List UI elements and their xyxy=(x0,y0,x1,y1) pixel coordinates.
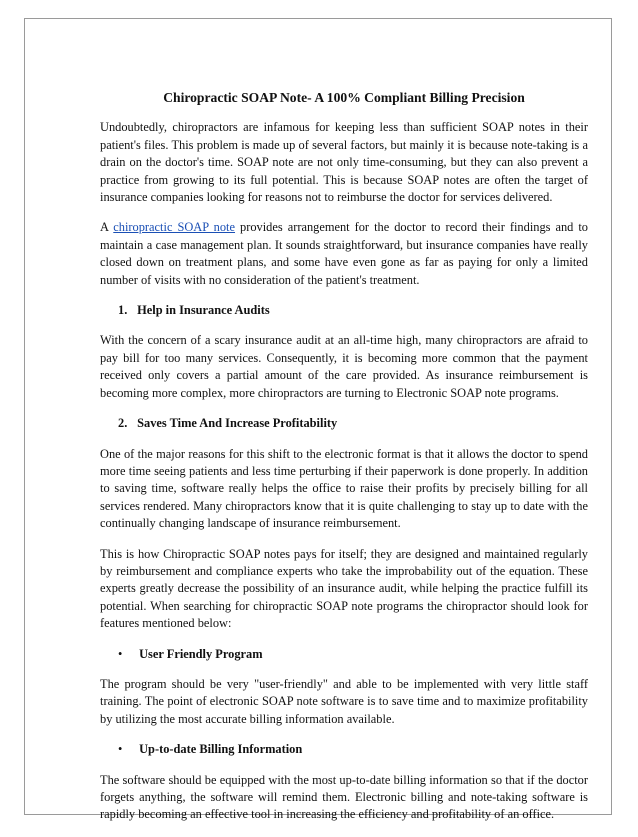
bullet-text: User Friendly Program xyxy=(139,646,263,661)
chiropractic-soap-note-link[interactable]: chiropractic SOAP note xyxy=(113,220,236,235)
paragraph-billing-information: The software should be equipped with the most up-to-date billing information so that if the doctor forgets anything, the software will remind them. Electronic billing and note-taking software is rapidly becoming an effective tool in increasing the efficiency and profitability of an office. xyxy=(100,772,588,822)
bullet-icon: • xyxy=(118,742,123,757)
paragraph-user-friendly: The program should be very "user-friendly" and able to be implemented with very little staff training. The point of electronic SOAP note software is to save time and to maximize profitability by utilizing the most accurate billing information available. xyxy=(100,676,588,726)
heading-number: 2. xyxy=(118,416,128,431)
paragraph-intro: Undoubtedly, chiropractors are infamous for keeping less than sufficient SOAP notes in their patient's files. This problem is made up of several factors, but mainly it is because note-taking is a drain on the doctor's time. SOAP note are not only time-consuming, but they can also prevent a practice from growing to its full potential. This is because SOAP notes are often the target of insurance companies looking for reasons not to reimburse the doctor for services delivered. xyxy=(100,120,588,205)
bullet-user-friendly xyxy=(100,646,588,663)
heading-saves-time xyxy=(100,415,588,432)
paragraph-electronic-format: One of the major reasons for this shift to the electronic format is that it allows the doctor to spend more time seeing patients and less time perturbing if their paperwork is done properly. In addition to saving time, software really helps the office to raise their profits by precisely billing for all services rendered. Many chiropractors know that it is quite challenging to stay up to date with the continually changing landscape of insurance reimbursement. xyxy=(100,446,588,531)
paragraph-soap-note-suffix: provides arrangement for the doctor to record their findings and to maintain a case management plan. It sounds straightforward, but insurance companies have really closed down on treatment plans, and some have even gone as far as paying for only a limited number of visits with no consideration of the patient's treatment. xyxy=(100,220,589,287)
paragraph-soap-note xyxy=(100,219,588,289)
paragraph-insurance-audits: With the concern of a scary insurance audit at an all-time high, many chiropractors are afraid to pay bill for too many services. Consequently, it is becoming more common that the payment received only covers a partial amount of the care provided. As insurance reimbursement is becoming more complex, more chiropractors are turning to Electronic SOAP note programs. xyxy=(100,333,588,400)
heading-text: Saves Time And Increase Profitability xyxy=(137,416,338,431)
document-page xyxy=(24,18,612,822)
document-content xyxy=(100,89,588,837)
heading-text: Help in Insurance Audits xyxy=(137,303,270,318)
document-title: Chiropractic SOAP Note- A 100% Compliant Billing Precision xyxy=(163,90,525,105)
bullet-text: Up-to-date Billing Information xyxy=(139,742,303,757)
bullet-icon: • xyxy=(118,646,123,661)
paragraph-soap-note-prefix: A xyxy=(100,220,114,235)
paragraph-pays-for-itself: This is how Chiropractic SOAP notes pays for itself; they are designed and maintained regularly by reimbursement and compliance experts who take the improbability out of the equation. These experts greatly decrease the possibility of an insurance audit, while helping the practice fulfill its potential. When searching for chiropractic SOAP note programs the chiropractor should look for features mentioned below: xyxy=(100,546,588,631)
heading-number: 1. xyxy=(118,303,128,318)
heading-insurance-audits xyxy=(100,302,588,319)
bullet-billing-information xyxy=(100,741,588,758)
